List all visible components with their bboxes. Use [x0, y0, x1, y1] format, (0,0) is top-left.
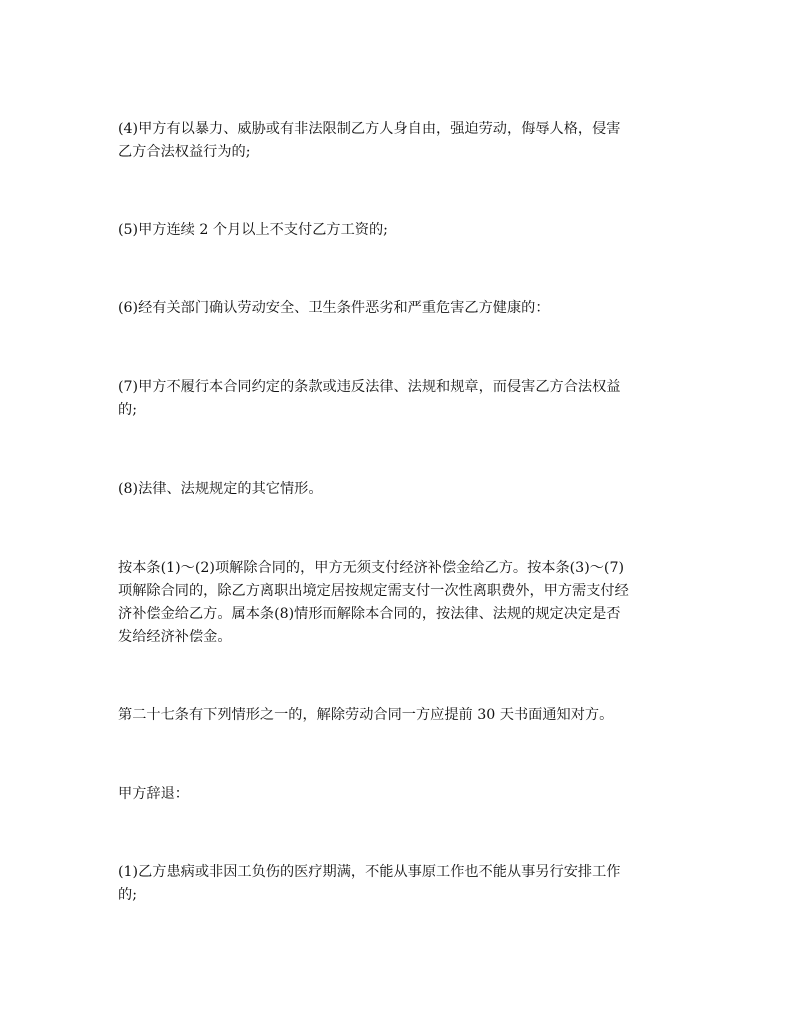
- employer-dismissal-label: 甲方辞退：: [118, 786, 189, 802]
- clause-item-8: (8)法律、法规规定的其它情形。: [118, 481, 323, 497]
- clause-item-6: (6)经有关部门确认劳动安全、卫生条件恶劣和严重危害乙方健康的：: [118, 300, 550, 316]
- clause-item-5: (5)甲方连续 2 个月以上不支付乙方工资的;: [118, 222, 388, 238]
- article-27-heading: 第二十七条有下列情形之一的，解除劳动合同一方应提前 30 天书面通知对方。: [118, 707, 614, 723]
- dismissal-item-1: (1)乙方患病或非因工负伤的医疗期满，不能从事原工作也不能从事另行安排工作 的;: [118, 864, 621, 903]
- clause-item-4: (4)甲方有以暴力、威胁或有非法限制乙方人身自由，强迫劳动，侮辱人格，侵害 乙方合法权益行为的;: [118, 121, 621, 160]
- compensation-paragraph: 按本条(1)～(2)项解除合同的，甲方无须支付经济补偿金给乙方。按本条(3)～(7) 项解除合同的，除乙方离职出境定居按规定需支付一次性离职费外，甲方需支付经 济补偿金给乙方。属本条(8)情形而解除本合同的，按法律、法规的规定决定是否 发给经济补偿金。: [118, 560, 629, 645]
- clause-item-7: (7)甲方不履行本合同约定的条款或违反法律、法规和规章，而侵害乙方合法权益 的;: [118, 379, 621, 418]
